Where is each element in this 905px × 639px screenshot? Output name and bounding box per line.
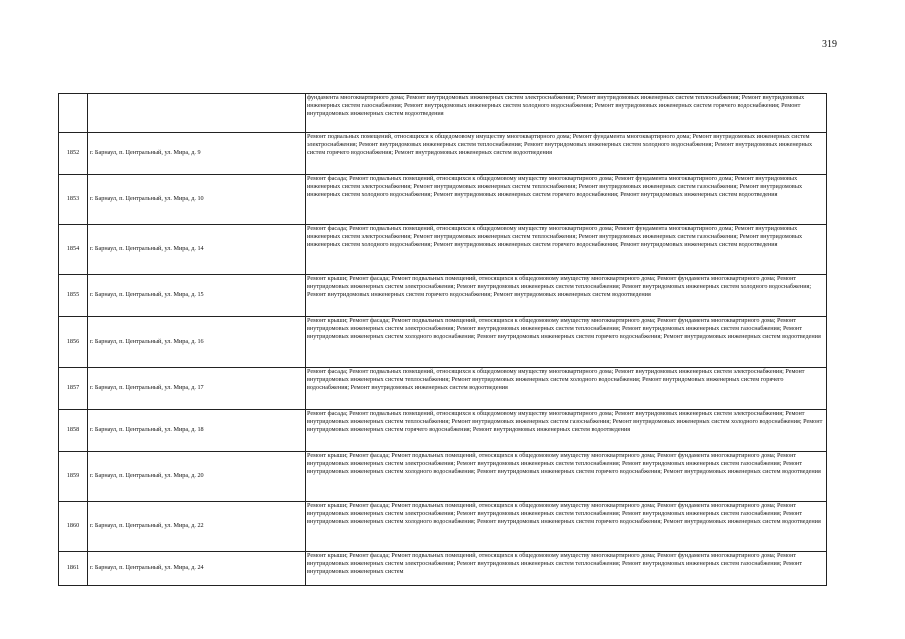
row-number: 1856	[59, 317, 88, 368]
table-row	[59, 410, 827, 452]
works-text: Ремонт фасада; Ремонт подвальных помещений, относящихся к общедомовому имуществу многоквартирного дома; Ремонт внутридомовых инженерных систем электроснабжения; Ремонт внутридомовых инженерных систем теплоснабжения; Ремонт внутридомовых инженерных систем газоснабжения; Ремонт внутридомовых инженерных систем холодного водоснабжения; Ремонт внутридомовых инженерных систем горячего водоснабжения; Ремонт внутридомовых инженерных систем водоотведения	[307, 410, 823, 434]
row-works	[306, 410, 827, 452]
row-works	[306, 502, 827, 552]
table-row	[59, 368, 827, 410]
row-address	[88, 94, 306, 133]
table-row	[59, 225, 827, 275]
row-address: г. Барнаул, п. Центральный, ул. Мира, д. 16	[88, 317, 306, 368]
row-works	[306, 94, 827, 133]
row-works	[306, 368, 827, 410]
row-address: г. Барнаул, п. Центральный, ул. Мира, д. 18	[88, 410, 306, 452]
works-text: Ремонт фасада; Ремонт подвальных помещений, относящихся к общедомовому имуществу многоквартирного дома; Ремонт фундамента многоквартирного дома; Ремонт внутридомовых инженерных систем электроснабжения; Ремонт внутридомовых инженерных систем теплоснабжения; Ремонт внутридомовых инженерных систем газоснабжения; Ремонт внутридомовых инженерных систем холодного водоснабжения; Ремонт внутридомовых инженерных систем горячего водоснабжения; Ремонт внутридомовых инженерных систем водоотведения	[307, 175, 803, 199]
row-number: 1857	[59, 368, 88, 410]
row-works	[306, 225, 827, 275]
works-text: Ремонт крыши; Ремонт фасада; Ремонт подвальных помещений, относящихся к общедомовому имуществу многоквартирного дома; Ремонт фундамента многоквартирного дома; Ремонт внутридомовых инженерных систем электроснабжения; Ремонт внутридомовых инженерных систем теплоснабжения; Ремонт внутридомовых инженерных систем газоснабжения; Ремонт внутридомовых инженерных систем холодного водоснабжения; Ремонт внутридомовых инженерных систем горячего водоснабжения; Ремонт внутридомовых инженерных систем водоотведения	[307, 502, 821, 526]
row-address: г. Барнаул, п. Центральный, ул. Мира, д. 20	[88, 452, 306, 502]
housing-repair-table	[58, 93, 827, 586]
row-works	[306, 317, 827, 368]
row-works	[306, 552, 827, 586]
row-number: 1861	[59, 552, 88, 586]
row-address: г. Барнаул, п. Центральный, ул. Мира, д. 24	[88, 552, 306, 586]
row-works	[306, 133, 827, 175]
row-number	[59, 94, 88, 133]
row-address: г. Барнаул, п. Центральный, ул. Мира, д. 22	[88, 502, 306, 552]
works-text: фундамента многоквартирного дома; Ремонт внутридомовых инженерных систем электроснабжения; Ремонт внутридомовых инженерных систем теплоснабжения; Ремонт внутридомовых инженерных систем газоснабжения; Ремонт внутридомовых инженерных систем холодного водоснабжения; Ремонт внутридомовых инженерных систем горячего водоснабжения; Ремонт внутридомовых инженерных систем водоотведения	[307, 94, 805, 118]
row-address: г. Барнаул, п. Центральный, ул. Мира, д. 14	[88, 225, 306, 275]
row-number: 1855	[59, 275, 88, 317]
row-works	[306, 452, 827, 502]
row-number: 1854	[59, 225, 88, 275]
row-address: г. Барнаул, п. Центральный, ул. Мира, д. 15	[88, 275, 306, 317]
table-row	[59, 133, 827, 175]
works-text: Ремонт фасада; Ремонт подвальных помещений, относящихся к общедомовому имуществу многоквартирного дома; Ремонт внутридомовых инженерных систем электроснабжения; Ремонт внутридомовых инженерных систем теплоснабжения; Ремонт внутридомовых инженерных систем холодного водоснабжения; Ремонт внутридомовых инженерных систем горячего водоснабжения; Ремонт внутридомовых инженерных систем водоотведения	[307, 368, 805, 392]
row-number: 1853	[59, 175, 88, 225]
works-text: Ремонт крыши; Ремонт фасада; Ремонт подвальных помещений, относящихся к общедомовому имуществу многоквартирного дома; Ремонт фундамента многоквартирного дома; Ремонт внутридомовых инженерных систем электроснабжения; Ремонт внутридомовых инженерных систем теплоснабжения; Ремонт внутридомовых инженерных систем газоснабжения; Ремонт внутридомовых инженерных систем холодного водоснабжения; Ремонт внутридомовых инженерных систем горячего водоснабжения; Ремонт внутридомовых инженерных систем водоотведения	[307, 317, 821, 341]
row-works	[306, 175, 827, 225]
table-row	[59, 275, 827, 317]
works-text: Ремонт фасада; Ремонт подвальных помещений, относящихся к общедомовому имуществу многоквартирного дома; Ремонт фундамента многоквартирного дома; Ремонт внутридомовых инженерных систем электроснабжения; Ремонт внутридомовых инженерных систем теплоснабжения; Ремонт внутридомовых инженерных систем газоснабжения; Ремонт внутридомовых инженерных систем холодного водоснабжения; Ремонт внутридомовых инженерных систем горячего водоснабжения; Ремонт внутридомовых инженерных систем водоотведения	[307, 225, 803, 249]
works-text: Ремонт подвальных помещений, относящихся к общедомовому имуществу многоквартирного дома; Ремонт фундамента многоквартирного дома; Ремонт внутридомовых инженерных систем электроснабжения; Ремонт внутридомовых инженерных систем теплоснабжения; Ремонт внутридомовых инженерных систем холодного водоснабжения; Ремонт внутридомовых инженерных систем горячего водоснабжения; Ремонт внутридомовых инженерных систем водоотведения	[307, 133, 813, 157]
row-number: 1858	[59, 410, 88, 452]
row-address: г. Барнаул, п. Центральный, ул. Мира, д. 9	[88, 133, 306, 175]
row-number: 1860	[59, 502, 88, 552]
page-number: 319	[822, 39, 837, 50]
row-address: г. Барнаул, п. Центральный, ул. Мира, д. 17	[88, 368, 306, 410]
row-works	[306, 275, 827, 317]
works-text: Ремонт крыши; Ремонт фасада; Ремонт подвальных помещений, относящихся к общедомовому имуществу многоквартирного дома; Ремонт фундамента многоквартирного дома; Ремонт внутридомовых инженерных систем электроснабжения; Ремонт внутридомовых инженерных систем теплоснабжения; Ремонт внутридомовых инженерных систем холодного водоснабжения; Ремонт внутридомовых инженерных систем горячего водоснабжения; Ремонт внутридомовых инженерных систем водоотведения	[307, 275, 812, 299]
row-number: 1859	[59, 452, 88, 502]
table-row	[59, 552, 827, 586]
row-address: г. Барнаул, п. Центральный, ул. Мира, д. 10	[88, 175, 306, 225]
works-text: Ремонт крыши; Ремонт фасада; Ремонт подвальных помещений, относящихся к общедомовому имуществу многоквартирного дома; Ремонт фундамента многоквартирного дома; Ремонт внутридомовых инженерных систем электроснабжения; Ремонт внутридомовых инженерных систем теплоснабжения; Ремонт внутридомовых инженерных систем газоснабжения; Ремонт внутридомовых инженерных систем холодного водоснабжения; Ремонт внутридомовых инженерных систем горячего водоснабжения; Ремонт внутридомовых инженерных систем водоотведения	[307, 452, 821, 476]
row-number: 1852	[59, 133, 88, 175]
table-row	[59, 502, 827, 552]
table-row	[59, 175, 827, 225]
works-text: Ремонт крыши; Ремонт фасада; Ремонт подвальных помещений, относящихся к общедомовому имуществу многоквартирного дома; Ремонт фундамента многоквартирного дома; Ремонт внутридомовых инженерных систем электроснабжения; Ремонт внутридомовых инженерных систем теплоснабжения; Ремонт внутридомовых инженерных систем газоснабжения; Ремонт внутридомовых инженерных систем	[307, 552, 803, 576]
table-row	[59, 317, 827, 368]
table-row	[59, 94, 827, 133]
table-row	[59, 452, 827, 502]
